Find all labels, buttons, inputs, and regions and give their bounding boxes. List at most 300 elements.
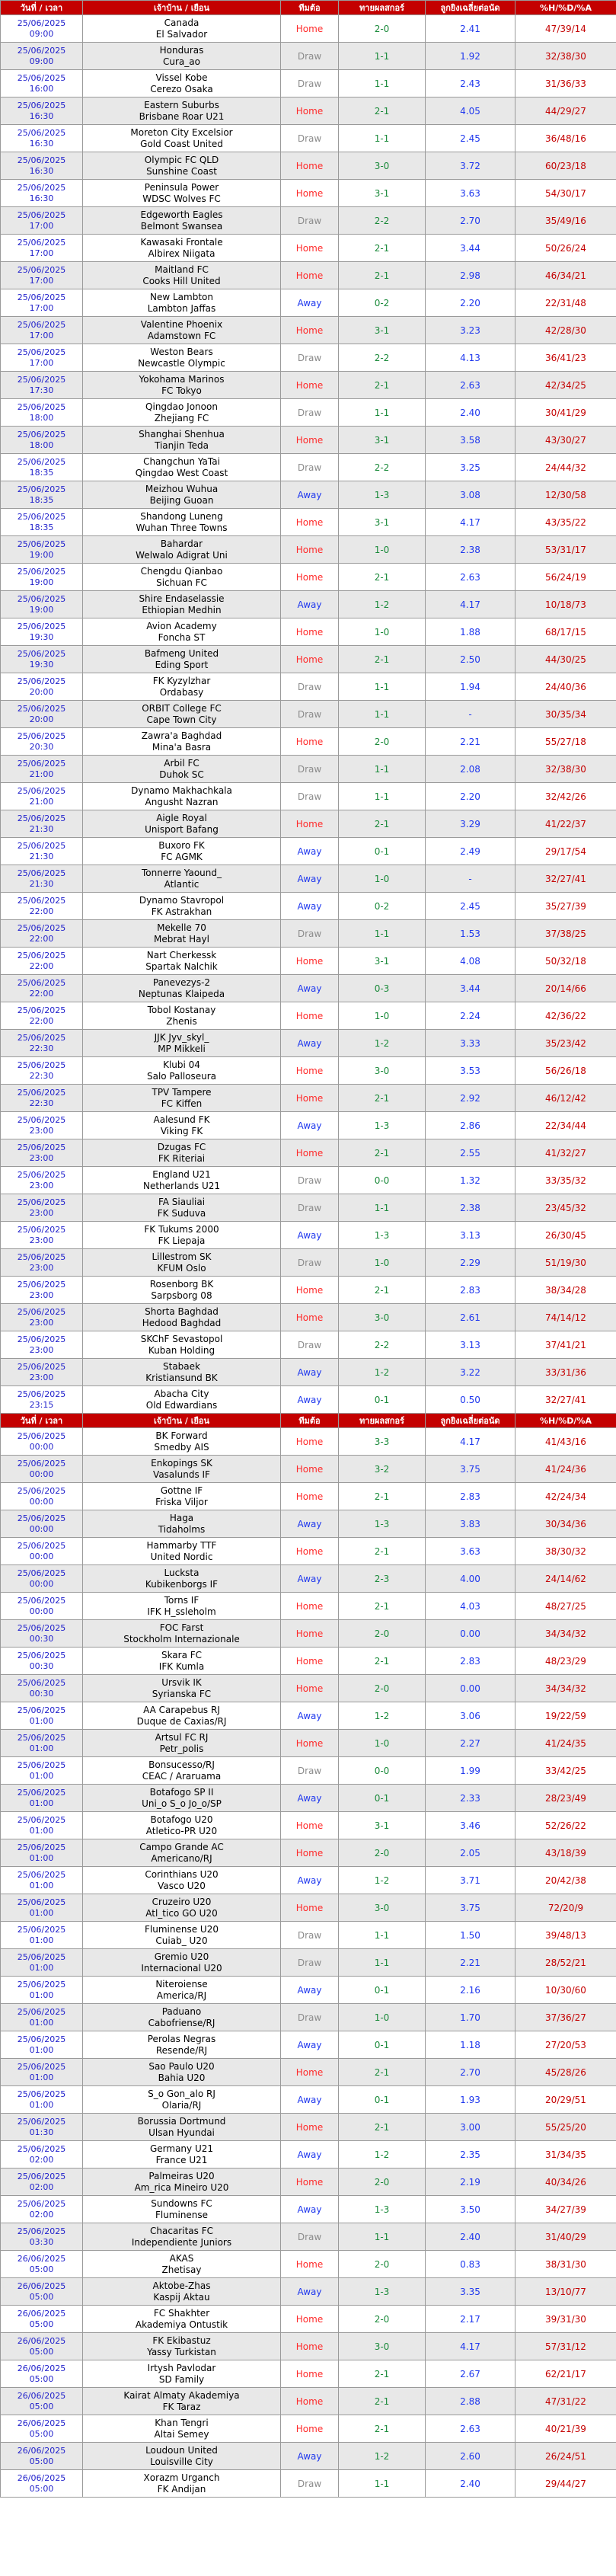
teams-cell	[83, 1538, 281, 1565]
match-date: 25/06/2025	[17, 1032, 66, 1043]
tip-cell: Away	[281, 591, 339, 618]
tip-cell: Away	[281, 838, 339, 865]
percent-cell: 55/25/20	[515, 2114, 616, 2141]
table-row	[1, 1386, 616, 1414]
match-time: 00:00	[29, 1496, 54, 1507]
home-team: Peninsula Power	[144, 181, 219, 193]
home-team: FK Ekibastuz	[152, 2335, 211, 2346]
date-time-cell	[1, 1194, 83, 1222]
match-date: 25/06/2025	[17, 1279, 66, 1290]
away-team: Olaria/RJ	[161, 2099, 202, 2111]
percent-cell: 41/43/16	[515, 1428, 616, 1456]
percent-cell: 46/12/42	[515, 1085, 616, 1112]
home-team: Aalesund FK	[153, 1114, 210, 1125]
tip-cell: Home	[281, 2360, 339, 2388]
away-team: FK Liepaja	[158, 1235, 206, 1246]
teams-cell	[83, 43, 281, 70]
home-team: Gremio U20	[154, 1951, 209, 1962]
teams-cell	[83, 1620, 281, 1648]
tip-cell: Home	[281, 618, 339, 646]
percent-cell: 41/24/36	[515, 1456, 616, 1483]
percent-cell: 28/52/21	[515, 1949, 616, 1977]
predicted-score-cell: 1-0	[339, 865, 426, 893]
match-time: 05:00	[29, 2456, 54, 2466]
match-time: 00:00	[29, 1578, 54, 1589]
predicted-score-cell: 1-3	[339, 1510, 426, 1538]
teams-cell	[83, 207, 281, 235]
predicted-score-cell: 1-2	[339, 2141, 426, 2169]
predicted-score-cell: 2-1	[339, 262, 426, 289]
match-time: 23:00	[29, 1152, 54, 1163]
away-team: Eding Sport	[155, 659, 209, 670]
away-team: Mebrat Hayl	[154, 933, 209, 944]
match-time: 21:00	[29, 796, 54, 807]
tip-cell: Away	[281, 893, 339, 920]
match-date: 25/06/2025	[17, 182, 66, 193]
match-time: 01:00	[29, 1990, 54, 2000]
percent-cell: 33/42/25	[515, 1757, 616, 1785]
away-team: Cooks Hill United	[142, 275, 221, 286]
avg-goals-cell: 2.24	[426, 1002, 515, 1030]
teams-cell	[83, 2223, 281, 2251]
table-row	[1, 564, 616, 591]
avg-goals-cell: 1.50	[426, 1922, 515, 1949]
home-team: Klubi 04	[163, 1059, 200, 1070]
date-time-cell	[1, 728, 83, 756]
predicted-score-cell: 1-1	[339, 125, 426, 152]
table-row	[1, 317, 616, 344]
table-row	[1, 1194, 616, 1222]
match-date: 25/06/2025	[17, 895, 66, 906]
tip-cell: Away	[281, 1565, 339, 1593]
home-team: Loudoun United	[145, 2444, 218, 2456]
date-time-cell	[1, 975, 83, 1002]
away-team: Independiente Juniors	[131, 2236, 232, 2248]
avg-goals-cell: 2.27	[426, 1730, 515, 1757]
tip-cell: Home	[281, 372, 339, 399]
tip-cell: Home	[281, 1730, 339, 1757]
teams-cell	[83, 1057, 281, 1085]
header-percent: %H/%D/%A	[515, 1, 616, 15]
table-row	[1, 207, 616, 235]
match-date: 26/06/2025	[17, 2308, 66, 2319]
teams-cell	[83, 454, 281, 481]
home-team: Khan Tengri	[155, 2417, 209, 2428]
avg-goals-cell: 2.20	[426, 783, 515, 810]
percent-cell: 56/24/19	[515, 564, 616, 591]
date-time-cell	[1, 427, 83, 454]
table-row	[1, 1359, 616, 1386]
avg-goals-cell: 3.58	[426, 427, 515, 454]
avg-goals-cell: 2.70	[426, 2059, 515, 2086]
percent-cell: 24/14/62	[515, 1565, 616, 1593]
table-row	[1, 2004, 616, 2031]
away-team: MP Mikkeli	[158, 1043, 206, 1054]
match-time: 00:00	[29, 1469, 54, 1479]
percent-cell: 72/20/9	[515, 1894, 616, 1922]
avg-goals-cell: 3.29	[426, 810, 515, 838]
percent-cell: 36/48/16	[515, 125, 616, 152]
match-time: 01:30	[29, 2127, 54, 2137]
table-row	[1, 1812, 616, 1839]
tip-cell: Draw	[281, 2223, 339, 2251]
match-time: 01:00	[29, 2044, 54, 2055]
away-team: Kubikenborgs IF	[145, 1578, 219, 1590]
avg-goals-cell: 3.83	[426, 1510, 515, 1538]
home-team: Shandong Luneng	[140, 510, 223, 522]
match-date: 25/06/2025	[17, 1306, 66, 1317]
date-time-cell	[1, 865, 83, 893]
away-team: Altai Semey	[154, 2428, 209, 2440]
match-date: 25/06/2025	[17, 813, 66, 823]
tip-cell: Away	[281, 2443, 339, 2470]
home-team: Haga	[169, 1512, 194, 1523]
percent-cell: 41/22/37	[515, 810, 616, 838]
match-time: 21:30	[29, 823, 54, 834]
avg-goals-cell: 4.17	[426, 509, 515, 536]
date-time-cell	[1, 838, 83, 865]
tip-cell: Away	[281, 1030, 339, 1057]
date-time-cell	[1, 1867, 83, 1894]
date-time-cell	[1, 1030, 83, 1057]
percent-cell: 30/34/36	[515, 1510, 616, 1538]
match-date: 25/06/2025	[17, 347, 66, 357]
date-time-cell	[1, 1949, 83, 1977]
date-time-cell	[1, 2415, 83, 2443]
match-date: 25/06/2025	[17, 1389, 66, 1399]
home-team: Germany U21	[149, 2143, 214, 2154]
away-team: CEAC / Araruama	[142, 1770, 222, 1782]
home-team: Dynamo Stavropol	[139, 894, 225, 906]
tip-cell: Home	[281, 1139, 339, 1167]
tip-cell: Away	[281, 865, 339, 893]
avg-goals-cell: 2.19	[426, 2169, 515, 2196]
home-team: New Lambton	[150, 291, 213, 302]
predicted-score-cell: 1-2	[339, 2443, 426, 2470]
table-row	[1, 2223, 616, 2251]
predicted-score-cell: 3-3	[339, 1428, 426, 1456]
predicted-score-cell: 0-1	[339, 1785, 426, 1812]
home-team: FOC Farst	[159, 1622, 204, 1633]
table-row	[1, 2415, 616, 2443]
avg-goals-cell: 2.45	[426, 125, 515, 152]
avg-goals-cell: 2.45	[426, 893, 515, 920]
predicted-score-cell: 1-2	[339, 1702, 426, 1730]
date-time-cell	[1, 756, 83, 783]
match-time: 01:00	[29, 1825, 54, 1836]
table-row	[1, 1977, 616, 2004]
match-time: 19:30	[29, 659, 54, 670]
table-row	[1, 920, 616, 948]
match-date: 25/06/2025	[17, 566, 66, 577]
away-team: FC AGMK	[161, 851, 203, 862]
match-time: 23:00	[29, 1125, 54, 1136]
avg-goals-cell: 2.83	[426, 1483, 515, 1510]
match-date: 25/06/2025	[17, 511, 66, 522]
percent-cell: 41/24/35	[515, 1730, 616, 1757]
avg-goals-cell: 4.05	[426, 97, 515, 125]
tip-cell: Home	[281, 97, 339, 125]
teams-cell	[83, 1702, 281, 1730]
away-team: Friska Viljor	[155, 1496, 208, 1507]
predicted-score-cell: 3-1	[339, 427, 426, 454]
match-time: 05:00	[29, 2428, 54, 2439]
match-date: 25/06/2025	[17, 1513, 66, 1523]
date-time-cell	[1, 1675, 83, 1702]
date-time-cell	[1, 2388, 83, 2415]
date-time-cell	[1, 2223, 83, 2251]
teams-cell	[83, 262, 281, 289]
teams-cell	[83, 180, 281, 207]
match-time: 22:30	[29, 1043, 54, 1053]
match-date: 25/06/2025	[17, 840, 66, 851]
tip-cell: Draw	[281, 454, 339, 481]
match-date: 25/06/2025	[17, 950, 66, 960]
match-time: 22:30	[29, 1098, 54, 1108]
away-team: Salo Palloseura	[146, 1070, 217, 1082]
date-time-cell	[1, 1249, 83, 1277]
match-time: 22:00	[29, 988, 54, 999]
percent-cell: 12/30/58	[515, 481, 616, 509]
header-percent: %H/%D/%A	[515, 1414, 616, 1428]
home-team: Yokohama Marinos	[139, 373, 225, 385]
teams-cell	[83, 1812, 281, 1839]
percent-cell: 40/21/39	[515, 2415, 616, 2443]
match-date: 25/06/2025	[17, 2061, 66, 2072]
away-team: Old Edwardians	[145, 1399, 218, 1411]
home-team: FA Siauliai	[158, 1196, 206, 1207]
header-avg-goals: ลูกยิงเฉลี่ยต่อนัด	[426, 1, 515, 15]
match-date: 25/06/2025	[17, 1197, 66, 1207]
predicted-score-cell: 2-0	[339, 15, 426, 43]
away-team: Welwalo Adigrat Uni	[136, 549, 228, 561]
avg-goals-cell: 3.13	[426, 1222, 515, 1249]
table-row	[1, 1949, 616, 1977]
table-row	[1, 1620, 616, 1648]
date-time-cell	[1, 810, 83, 838]
teams-cell	[83, 2470, 281, 2498]
header-match: เจ้าบ้าน / เยือน	[83, 1414, 281, 1428]
percent-cell: 50/26/24	[515, 235, 616, 262]
match-time: 17:30	[29, 385, 54, 395]
home-team: Shanghai Shenhua	[139, 428, 225, 439]
predicted-score-cell: 3-0	[339, 1894, 426, 1922]
table-row	[1, 1167, 616, 1194]
home-team: Lillestrom SK	[152, 1251, 212, 1262]
match-time: 19:00	[29, 549, 54, 560]
predicted-score-cell: 2-1	[339, 1139, 426, 1167]
teams-cell	[83, 1730, 281, 1757]
home-team: Paduano	[161, 2006, 202, 2017]
teams-cell	[83, 2031, 281, 2059]
predicted-score-cell: 2-1	[339, 97, 426, 125]
header-match: เจ้าบ้าน / เยือน	[83, 1, 281, 15]
tip-cell: Draw	[281, 1331, 339, 1359]
date-time-cell	[1, 235, 83, 262]
percent-cell: 35/49/16	[515, 207, 616, 235]
percent-cell: 54/30/17	[515, 180, 616, 207]
percent-cell: 45/28/26	[515, 2059, 616, 2086]
match-time: 20:30	[29, 741, 54, 752]
teams-cell	[83, 1648, 281, 1675]
percent-cell: 38/34/28	[515, 1277, 616, 1304]
away-team: FK Taraz	[162, 2401, 201, 2412]
away-team: SD Family	[158, 2373, 205, 2385]
away-team: Albirex Niigata	[148, 248, 215, 259]
tip-cell: Draw	[281, 1167, 339, 1194]
date-time-cell	[1, 1456, 83, 1483]
avg-goals-cell: 2.40	[426, 2223, 515, 2251]
date-time-cell	[1, 783, 83, 810]
predicted-score-cell: 2-0	[339, 1839, 426, 1867]
date-time-cell	[1, 1483, 83, 1510]
avg-goals-cell: 2.38	[426, 536, 515, 564]
match-date: 25/06/2025	[17, 1814, 66, 1825]
match-date: 25/06/2025	[17, 1732, 66, 1743]
predicted-score-cell: 1-0	[339, 1249, 426, 1277]
tip-cell: Away	[281, 1359, 339, 1386]
home-team: BK Forward	[155, 1430, 208, 1441]
percent-cell: 34/34/32	[515, 1675, 616, 1702]
table-row	[1, 591, 616, 618]
date-time-cell	[1, 591, 83, 618]
avg-goals-cell: 3.75	[426, 1456, 515, 1483]
home-team: Cruzeiro U20	[152, 1896, 212, 1907]
predicted-score-cell: 2-0	[339, 1675, 426, 1702]
teams-cell	[83, 1277, 281, 1304]
match-date: 25/06/2025	[17, 1005, 66, 1015]
date-time-cell	[1, 2004, 83, 2031]
match-time: 09:00	[29, 56, 54, 66]
teams-cell	[83, 1030, 281, 1057]
table-row	[1, 1648, 616, 1675]
percent-cell: 62/21/17	[515, 2360, 616, 2388]
date-time-cell	[1, 1428, 83, 1456]
home-team: Fluminense U20	[145, 1923, 219, 1935]
match-time: 23:00	[29, 1262, 54, 1273]
match-date: 25/06/2025	[17, 100, 66, 110]
date-time-cell	[1, 1538, 83, 1565]
predicted-score-cell: 1-3	[339, 2196, 426, 2223]
avg-goals-cell: 1.70	[426, 2004, 515, 2031]
date-time-cell	[1, 1757, 83, 1785]
home-team: Xorazm Urganch	[143, 2472, 220, 2483]
date-time-cell	[1, 1620, 83, 1648]
away-team: Beijing Guoan	[149, 494, 214, 506]
date-time-cell	[1, 372, 83, 399]
away-team: FC Tokyo	[161, 385, 202, 396]
date-time-cell	[1, 1593, 83, 1620]
tip-cell: Draw	[281, 125, 339, 152]
match-time: 03:30	[29, 2236, 54, 2247]
predicted-score-cell: 2-1	[339, 1593, 426, 1620]
home-team: Chacaritas FC	[150, 2225, 213, 2236]
tip-cell: Draw	[281, 1949, 339, 1977]
date-time-cell	[1, 125, 83, 152]
predicted-score-cell: 2-1	[339, 1277, 426, 1304]
percent-cell: 33/31/36	[515, 1359, 616, 1386]
predicted-score-cell: 1-2	[339, 1030, 426, 1057]
predicted-score-cell: 1-1	[339, 920, 426, 948]
date-time-cell	[1, 399, 83, 427]
match-date: 26/06/2025	[17, 2335, 66, 2346]
percent-cell: 20/42/38	[515, 1867, 616, 1894]
match-time: 05:00	[29, 2264, 54, 2274]
table-row	[1, 43, 616, 70]
teams-cell	[83, 536, 281, 564]
percent-cell: 44/29/27	[515, 97, 616, 125]
match-date: 25/06/2025	[17, 1924, 66, 1935]
table-row	[1, 1222, 616, 1249]
percent-cell: 43/35/22	[515, 509, 616, 536]
table-row	[1, 1730, 616, 1757]
match-time: 01:00	[29, 1962, 54, 1973]
date-time-cell	[1, 1565, 83, 1593]
predicted-score-cell: 2-0	[339, 2306, 426, 2333]
match-time: 17:00	[29, 357, 54, 368]
away-team: Zhenis	[166, 1015, 197, 1027]
tip-cell: Home	[281, 15, 339, 43]
home-team: Canada	[164, 17, 199, 28]
avg-goals-cell: -	[426, 865, 515, 893]
home-team: FC Shakhter	[153, 2307, 210, 2319]
tip-cell: Draw	[281, 1922, 339, 1949]
teams-cell	[83, 344, 281, 372]
match-time: 02:00	[29, 2154, 54, 2165]
home-team: Shire Endaselassie	[139, 593, 225, 604]
date-time-cell	[1, 1894, 83, 1922]
avg-goals-cell: 2.08	[426, 756, 515, 783]
match-date: 25/06/2025	[17, 1979, 66, 1990]
percent-cell: 32/42/26	[515, 783, 616, 810]
predicted-score-cell: 1-2	[339, 1359, 426, 1386]
table-row	[1, 810, 616, 838]
table-row	[1, 1922, 616, 1949]
teams-cell	[83, 1304, 281, 1331]
tip-cell: Draw	[281, 756, 339, 783]
home-team: England U21	[152, 1168, 211, 1180]
home-team: Campo Grande AC	[139, 1841, 224, 1852]
predicted-score-cell: 3-0	[339, 1304, 426, 1331]
teams-cell	[83, 1249, 281, 1277]
avg-goals-cell: 2.63	[426, 564, 515, 591]
table-row	[1, 728, 616, 756]
avg-goals-cell: 2.05	[426, 1839, 515, 1867]
table-row	[1, 1030, 616, 1057]
teams-cell	[83, 1386, 281, 1414]
match-time: 00:30	[29, 1660, 54, 1671]
predicted-score-cell: 2-1	[339, 2360, 426, 2388]
table-row	[1, 756, 616, 783]
home-team: Ursvik IK	[161, 1676, 202, 1688]
date-time-cell	[1, 1510, 83, 1538]
match-time: 21:30	[29, 878, 54, 889]
away-team: FC Kiffen	[161, 1098, 203, 1109]
away-team: Neptunas Klaipeda	[138, 988, 225, 999]
header-avg-goals: ลูกยิงเฉลี่ยต่อนัด	[426, 1414, 515, 1428]
predicted-score-cell: 3-2	[339, 1456, 426, 1483]
avg-goals-cell: 3.63	[426, 1538, 515, 1565]
avg-goals-cell: 3.33	[426, 1030, 515, 1057]
avg-goals-cell: 2.40	[426, 2470, 515, 2498]
tip-cell: Away	[281, 2141, 339, 2169]
home-team: Perolas Negras	[147, 2033, 216, 2044]
date-time-cell	[1, 1139, 83, 1167]
teams-cell	[83, 893, 281, 920]
predicted-score-cell: 1-1	[339, 2223, 426, 2251]
home-team: S_o Gon_alo RJ	[148, 2088, 215, 2099]
predicted-score-cell: 3-1	[339, 180, 426, 207]
